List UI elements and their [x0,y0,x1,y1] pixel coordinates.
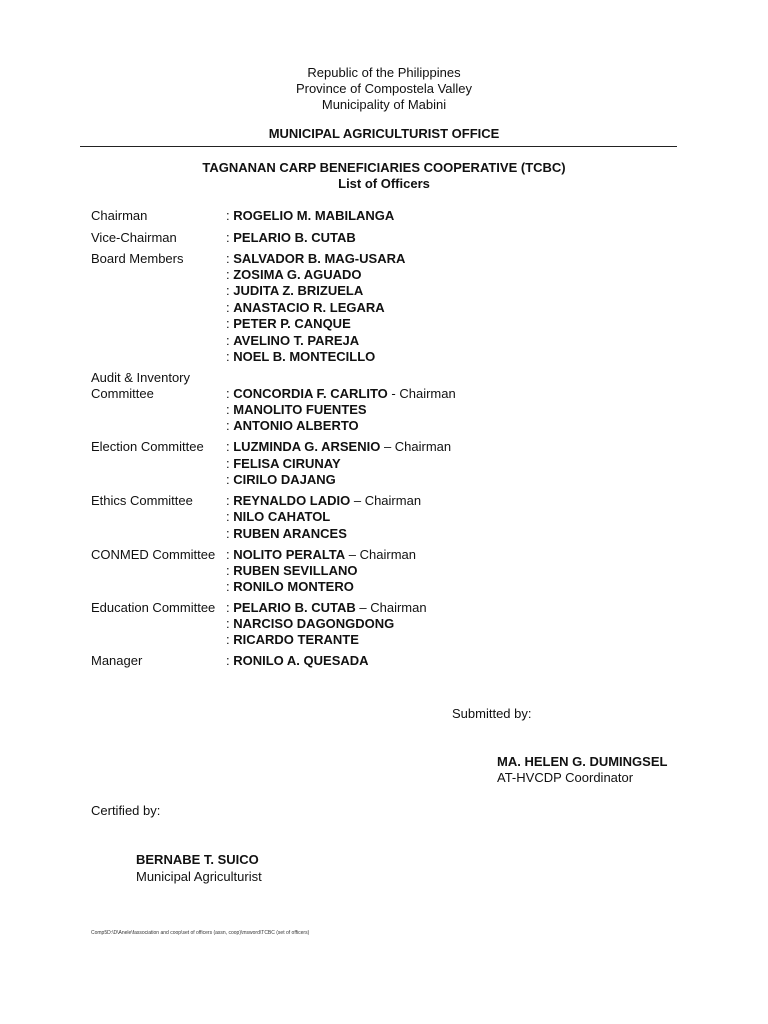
header-republic: Republic of the Philippines [307,65,461,80]
vice-chairman-value: : PELARIO B. CUTAB [226,230,356,245]
vice-chairman-label: Vice-Chairman [91,230,177,245]
conmed-committee-member: : RUBEN SEVILLANO [226,563,358,578]
board-member: : NOEL B. MONTECILLO [226,349,376,364]
board-member: : ZOSIMA G. AGUADO [226,267,362,282]
education-committee-label: Education Committee [91,600,216,615]
submitter-name: MA. HELEN G. DUMINGSEL [497,754,668,769]
manager-label: Manager [91,653,143,668]
election-committee-member: : FELISA CIRUNAY [226,456,341,471]
certifier-name: BERNABE T. SUICO [136,852,259,867]
audit-committee-label-line2: Committee [91,386,154,401]
certifier-title: Municipal Agriculturist [136,869,262,884]
board-member: : SALVADOR B. MAG-USARA [226,251,406,266]
certified-by-label: Certified by: [91,803,161,818]
conmed-committee-chair: : NOLITO PERALTA – Chairman [226,547,416,562]
audit-committee-label-line1: Audit & Inventory [91,370,190,385]
header-divider [80,146,677,147]
chairman-label: Chairman [91,208,148,223]
education-committee-member: : RICARDO TERANTE [226,632,359,647]
board-members-label: Board Members [91,251,184,266]
ethics-committee-member: : NILO CAHATOL [226,509,331,524]
audit-committee-member: : MANOLITO FUENTES [226,402,367,417]
ethics-committee-chair: : REYNALDO LADIO – Chairman [226,493,422,508]
ethics-committee-label: Ethics Committee [91,493,193,508]
header-municipality: Municipality of Mabini [321,97,447,112]
header-province: Province of Compostela Valley [295,81,473,96]
ethics-committee-member: : RUBEN ARANCES [226,526,347,541]
submitter-title: AT-HVCDP Coordinator [497,770,634,785]
chairman-value: : ROGELIO M. MABILANGA [226,208,395,223]
office-title: MUNICIPAL AGRICULTURIST OFFICE [268,126,500,141]
education-committee-member: : NARCISO DAGONGDONG [226,616,395,631]
board-member: : PETER P. CANQUE [226,316,351,331]
board-member: : ANASTACIO R. LEGARA [226,300,385,315]
document-subtitle: List of Officers [338,176,430,191]
footer-file-path: Comp5D:\D\Anele\fassociation and coop\set of officers (assn, coop)\msword\TCBC (set of officers) [91,930,310,936]
manager-value: : RONILO A. QUESADA [226,653,369,668]
education-committee-chair: : PELARIO B. CUTAB – Chairman [226,600,427,615]
conmed-committee-member: : RONILO MONTERO [226,579,354,594]
conmed-committee-label: CONMED Committee [91,547,216,562]
audit-committee-member: : ANTONIO ALBERTO [226,418,359,433]
cooperative-name: TAGNANAN CARP BENEFICIARIES COOPERATIVE (TCBC) [202,160,566,175]
board-member: : JUDITA Z. BRIZUELA [226,283,364,298]
audit-committee-chair: : CONCORDIA F. CARLITO - Chairman [226,386,456,401]
election-committee-member: : CIRILO DAJANG [226,472,336,487]
election-committee-label: Election Committee [91,439,204,454]
board-member: : AVELINO T. PAREJA [226,333,360,348]
election-committee-chair: : LUZMINDA G. ARSENIO – Chairman [226,439,452,454]
submitted-by-label: Submitted by: [452,706,532,721]
